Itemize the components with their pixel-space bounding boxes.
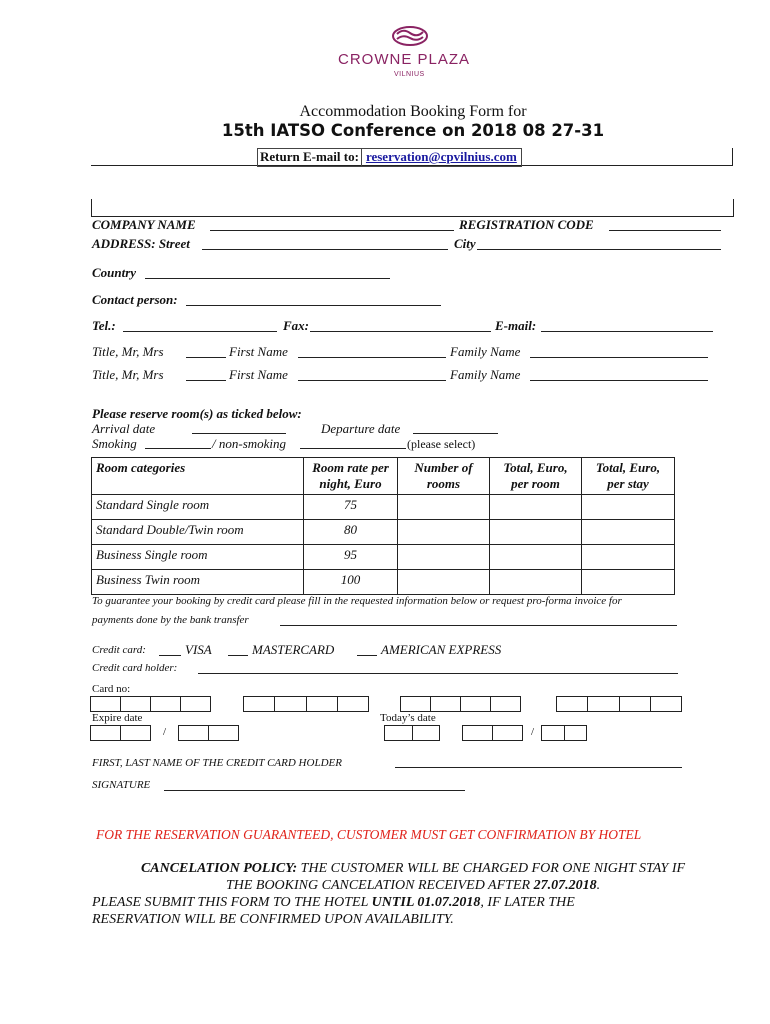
- email-input[interactable]: [541, 331, 713, 332]
- guarantee-notice: FOR THE RESERVATION GUARANTEED, CUSTOMER MUST GET CONFIRMATION BY HOTEL: [96, 827, 642, 842]
- mastercard-checkbox[interactable]: [228, 655, 248, 656]
- today-slash: /: [531, 726, 535, 738]
- room-category-cell: Business Single room: [92, 545, 304, 570]
- guest2-first-input[interactable]: [298, 380, 446, 381]
- table-row: [92, 545, 675, 570]
- guest2-title-label: Title, Mr, Mrs: [92, 367, 164, 382]
- fax-label: Fax:: [283, 318, 309, 333]
- number-rooms-cell[interactable]: [398, 495, 490, 520]
- tel-input[interactable]: [123, 331, 277, 332]
- signature-label: SIGNATURE: [92, 779, 151, 791]
- room-rate-cell: 95: [304, 545, 398, 570]
- table-row: [92, 495, 675, 520]
- blank-field-box[interactable]: [91, 199, 734, 217]
- visa-checkbox[interactable]: [159, 655, 181, 656]
- total-stay-cell[interactable]: [582, 545, 675, 570]
- brand-city: VILNIUS: [394, 71, 425, 78]
- card-number-group-1[interactable]: [90, 696, 211, 712]
- brand-name: CROWNE PLAZA: [338, 51, 471, 68]
- country-label: Country: [92, 265, 137, 280]
- fax-input[interactable]: [310, 331, 491, 332]
- guest2-title-input[interactable]: [186, 380, 226, 381]
- room-category-cell: Business Twin room: [92, 570, 304, 595]
- departure-label: Departure date: [321, 421, 401, 436]
- submit-text-2: , IF LATER THE: [480, 895, 575, 910]
- table-header-row: [92, 458, 675, 495]
- header-number-rooms: Number of rooms: [398, 458, 490, 495]
- today-day-box[interactable]: [384, 725, 440, 741]
- guest2-family-label: Family Name: [450, 367, 521, 382]
- total-stay-cell[interactable]: [582, 520, 675, 545]
- cancel-policy-heading: CANCELATION POLICY:: [140, 861, 298, 876]
- total-room-cell[interactable]: [490, 545, 582, 570]
- todays-date-label: Today’s date: [380, 712, 436, 724]
- guest1-family-label: Family Name: [450, 344, 521, 359]
- room-category-cell: Standard Single room: [92, 495, 304, 520]
- company-label: COMPANY NAME: [92, 217, 196, 232]
- city-label: City: [454, 236, 476, 251]
- smoking-label: Smoking: [92, 436, 137, 451]
- address-label: ADDRESS: Street: [92, 236, 190, 251]
- country-input[interactable]: [145, 278, 390, 279]
- card-number-group-3[interactable]: [400, 696, 521, 712]
- signature-input[interactable]: [164, 790, 465, 791]
- guarantee-text-1: To guarantee your booking by credit card please fill in the requested information below or request pro-forma invoice for: [92, 595, 622, 607]
- return-email-box: [257, 148, 522, 167]
- guest2-first-label: First Name: [229, 367, 288, 382]
- cancelation-policy-line1: [0, 861, 770, 877]
- non-smoking-input[interactable]: [300, 448, 406, 449]
- arrival-label: Arrival date: [92, 421, 156, 436]
- card-holder-input[interactable]: [198, 673, 678, 674]
- amex-checkbox[interactable]: [357, 655, 377, 656]
- card-no-label: Card no:: [92, 683, 131, 695]
- card-holder-label: Credit card holder:: [92, 662, 178, 674]
- submit-line1: [92, 895, 575, 911]
- reserve-heading: Please reserve room(s) as ticked below:: [92, 406, 302, 421]
- cancel-policy-text: THE CUSTOMER WILL BE CHARGED FOR ONE NIGHT STAY IF: [297, 861, 686, 876]
- full-name-input[interactable]: [395, 767, 682, 768]
- mastercard-label: MASTERCARD: [252, 642, 335, 657]
- header-room-rate: Room rate per night, Euro: [304, 458, 398, 495]
- today-year-box[interactable]: [541, 725, 587, 741]
- total-room-cell[interactable]: [490, 495, 582, 520]
- form-title: Accommodation Booking Form for: [299, 103, 527, 120]
- full-name-label: FIRST, LAST NAME OF THE CREDIT CARD HOLDER: [92, 757, 342, 769]
- header-total-stay: Total, Euro, per stay: [582, 458, 675, 495]
- number-rooms-cell[interactable]: [398, 520, 490, 545]
- guest1-first-label: First Name: [229, 344, 288, 359]
- guarantee-text-2: payments done by the bank transfer: [92, 614, 249, 626]
- header-room-categories: Room categories: [92, 458, 304, 495]
- card-number-group-2[interactable]: [243, 696, 369, 712]
- arrival-input[interactable]: [192, 433, 286, 434]
- guest1-family-input[interactable]: [530, 357, 708, 358]
- registration-input[interactable]: [609, 230, 721, 231]
- please-select-hint: (please select): [407, 437, 476, 451]
- return-email-link[interactable]: reservation@cpvilnius.com: [361, 149, 521, 166]
- room-table: [91, 457, 675, 595]
- contact-label: Contact person:: [92, 292, 178, 307]
- return-email-right-edge: [732, 148, 733, 166]
- submit-text: PLEASE SUBMIT THIS FORM TO THE HOTEL: [92, 895, 372, 910]
- guest1-first-input[interactable]: [298, 357, 446, 358]
- crowne-plaza-logo: [330, 24, 490, 84]
- card-number-group-4[interactable]: [556, 696, 682, 712]
- room-rate-cell: 100: [304, 570, 398, 595]
- guest1-title-label: Title, Mr, Mrs: [92, 344, 164, 359]
- number-rooms-cell[interactable]: [398, 570, 490, 595]
- city-input[interactable]: [477, 249, 721, 250]
- total-room-cell[interactable]: [490, 520, 582, 545]
- guest2-family-input[interactable]: [530, 380, 708, 381]
- conference-title: 15th IATSO Conference on 2018 08 27-31: [221, 121, 605, 140]
- email-label: E-mail:: [495, 318, 537, 333]
- today-month-box[interactable]: [462, 725, 523, 741]
- total-stay-cell[interactable]: [582, 570, 675, 595]
- table-row: [92, 520, 675, 545]
- header-total-room: Total, Euro, per room: [490, 458, 582, 495]
- guarantee-input[interactable]: [280, 625, 677, 626]
- total-stay-cell[interactable]: [582, 495, 675, 520]
- cancelation-policy-line2: [0, 878, 770, 894]
- address-input[interactable]: [202, 249, 448, 250]
- registration-label: REGISTRATION CODE: [459, 217, 594, 232]
- expire-slash: /: [163, 726, 167, 738]
- departure-input[interactable]: [413, 433, 498, 434]
- table-row: [92, 570, 675, 595]
- cancel-policy-text-2: THE BOOKING CANCELATION RECEIVED AFTER: [225, 878, 534, 893]
- cancel-end: .: [596, 878, 601, 893]
- non-smoking-label: / non-smoking: [212, 436, 287, 451]
- cancel-deadline: 27.07.2018: [533, 878, 597, 893]
- return-email-label: Return E-mail to:: [260, 149, 359, 164]
- room-rate-cell: 75: [304, 495, 398, 520]
- credit-card-label: Credit card:: [92, 644, 146, 656]
- number-rooms-cell[interactable]: [398, 545, 490, 570]
- total-room-cell[interactable]: [490, 570, 582, 595]
- expire-month-box[interactable]: [90, 725, 151, 741]
- expire-date-label: Expire date: [92, 712, 143, 724]
- room-rate-cell: 80: [304, 520, 398, 545]
- room-category-cell: Standard Double/Twin room: [92, 520, 304, 545]
- smoking-input[interactable]: [145, 448, 211, 449]
- visa-label: VISA: [185, 642, 212, 657]
- crown-emblem-icon: [390, 24, 430, 48]
- guest1-title-input[interactable]: [186, 357, 226, 358]
- submit-deadline: UNTIL 01.07.2018: [371, 895, 481, 910]
- tel-label: Tel.:: [92, 318, 116, 333]
- contact-input[interactable]: [186, 305, 441, 306]
- expire-year-box[interactable]: [178, 725, 239, 741]
- submit-line2: RESERVATION WILL BE CONFIRMED UPON AVAILABILITY.: [92, 912, 454, 927]
- amex-label: AMERICAN EXPRESS: [381, 642, 502, 657]
- company-input[interactable]: [210, 230, 454, 231]
